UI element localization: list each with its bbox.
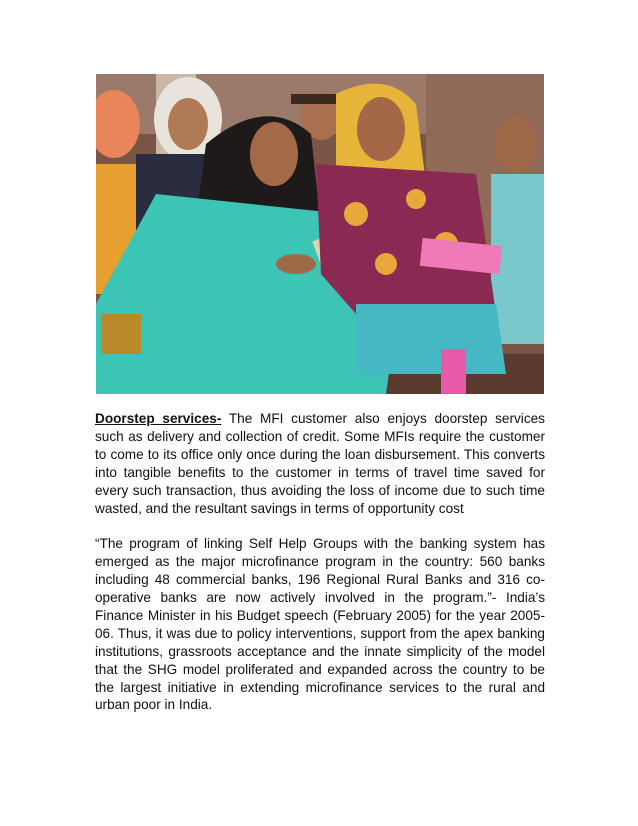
doorstep-services-body: The MFI customer also enjoys doorstep services such as delivery and collection of credit. Some MFIs require the customer to come to its office only once during the loan disbursement. This converts into tangible benefits to the customer in terms of travel time saved for every such transaction, thus avoiding the loss of income due to such time wasted, and the resultant savings in terms of opportunity cost [95,411,545,516]
women-group-photo [96,74,544,394]
photo-women-group-with-banknotes-icon [96,74,544,394]
body-text [95,410,545,714]
doorstep-services-heading: Doorstep services- [95,411,222,426]
doorstep-services-paragraph [95,410,545,517]
shg-quote-paragraph: “The program of linking Self Help Groups with the banking system has emerged as the major microfinance program in the country: 560 banks including 48 commercial banks, 196 Regional Rural Banks and 316 co-operative banks are now actively involved in the program.”- India’s Finance Minister in his Budget speech (February 2005) for the year 2005-06. Thus, it was due to policy interventions, support from the apex banking institutions, grassroots acceptance and the innate simplicity of the model that the SHG model proliferated and expanded across the country to be the largest initiative in extending microfinance services to the rural and urban poor in India. [95,536,545,713]
paragraph-spacer [95,517,545,535]
